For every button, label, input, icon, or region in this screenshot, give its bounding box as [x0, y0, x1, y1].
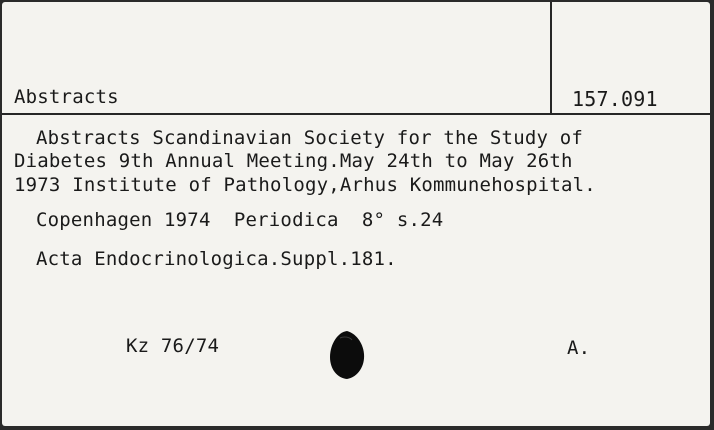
catalog-card — [2, 2, 710, 426]
series-line: Acta Endocrinologica.Suppl.181. — [36, 248, 397, 270]
card-heading: Abstracts — [14, 86, 119, 108]
body-line: Diabetes 9th Annual Meeting.May 24th to May 26th — [14, 150, 573, 172]
publication-pages: s.24 — [396, 209, 444, 231]
publication-line — [36, 209, 443, 231]
ink-blot-icon — [328, 330, 366, 380]
publication-format: 8° — [361, 209, 386, 231]
publication-place-year: Copenhagen 1974 — [36, 209, 211, 231]
publication-type: Periodica — [233, 209, 339, 231]
call-number: 157.091 — [572, 87, 658, 111]
cataloger-initial: A. — [567, 337, 591, 359]
call-number-divider — [550, 2, 552, 114]
body-line: 1973 Institute of Pathology,Arhus Kommunehospital. — [14, 174, 596, 196]
header-divider — [2, 113, 710, 115]
body-line: Abstracts Scandinavian Society for the Study of — [36, 127, 584, 149]
shelf-mark: Kz 76/74 — [126, 335, 220, 357]
